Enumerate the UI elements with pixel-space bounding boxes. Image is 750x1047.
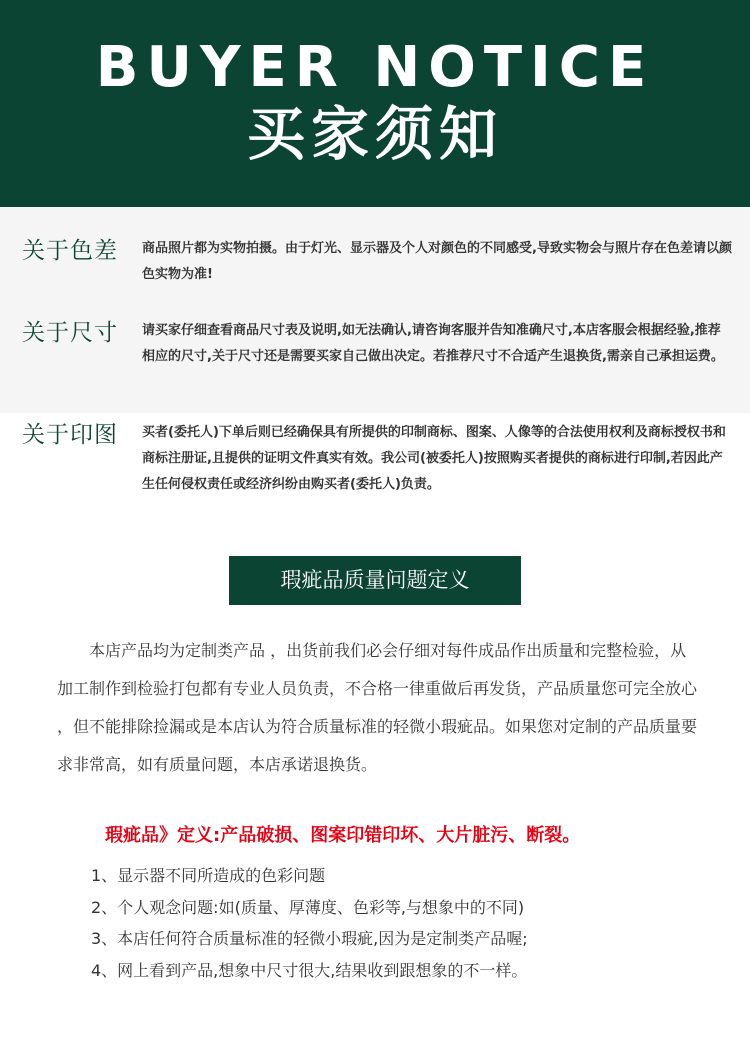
defect-paragraph: 本店产品均为定制类产品 ，出货前我们必会仔细对每件成品作出质量和完整检验，从加工制作到检验打包都有专业人员负责，不合格一律重做后再发货，产品质量您可完全放心 ，但不能排除捡漏或是本店认为符合质量标准的轻微小瑕疵品。如果您对定制的产品质量要求非常高，如有质量问题，本店承诺退换货。 [57, 641, 698, 774]
defect-definition: 瑕疵品》定义:产品破损、图案印错印坏、大片脏污、断裂。 [105, 825, 581, 846]
list-item: 1、显示器不同所造成的色彩问题 [91, 866, 326, 885]
notice-text: 请买家仔细查看商品尺寸表及说明,如无法确认,请咨询客服并告知准确尺寸,本店客服会根据经验,推荐相应的尺寸,关于尺寸还是需要买家自己做出决定。若推荐尺寸不合适产生退换货,需亲自己承担运费。 [142, 323, 724, 364]
defect-section-title: 瑕疵品质量问题定义 [229, 556, 521, 605]
list-item: 4、网上看到产品,想象中尺寸很大,结果收到跟想象的不一样。 [91, 960, 528, 980]
notice-label: 关于色差 [22, 238, 118, 264]
notice-label: 关于印图 [22, 422, 118, 448]
notice-text: 商品照片都为实物拍摄。由于灯光、显示器及个人对颜色的不同感受,导致实物会与照片存在色差请以颜色实物为准! [142, 241, 732, 282]
notice-text: 买者(委托人)下单后则已经确保具有所提供的印制商标、图案、人像等的合法使用权利及商标授权书和商标注册证,且提供的证明文件真实有效。我公司(被委托人)按照购买者提供的商标进行印制,若因此产生任何侵权责任或经济纠纷由购买者(委托人)负责。 [142, 425, 726, 492]
notice-label: 关于尺寸 [22, 320, 118, 346]
list-item: 3、本店任何符合质量标准的轻微小瑕疵,因为是定制类产品喔; [91, 929, 528, 948]
defect-exclusion-list [91, 860, 721, 986]
title-english: BUYER NOTICE [95, 35, 655, 100]
header-banner [0, 0, 750, 207]
list-item: 2、个人观念问题:如(质量、厚薄度、色彩等,与想象中的不同) [91, 897, 525, 917]
title-chinese: 买家须知 [246, 100, 503, 168]
